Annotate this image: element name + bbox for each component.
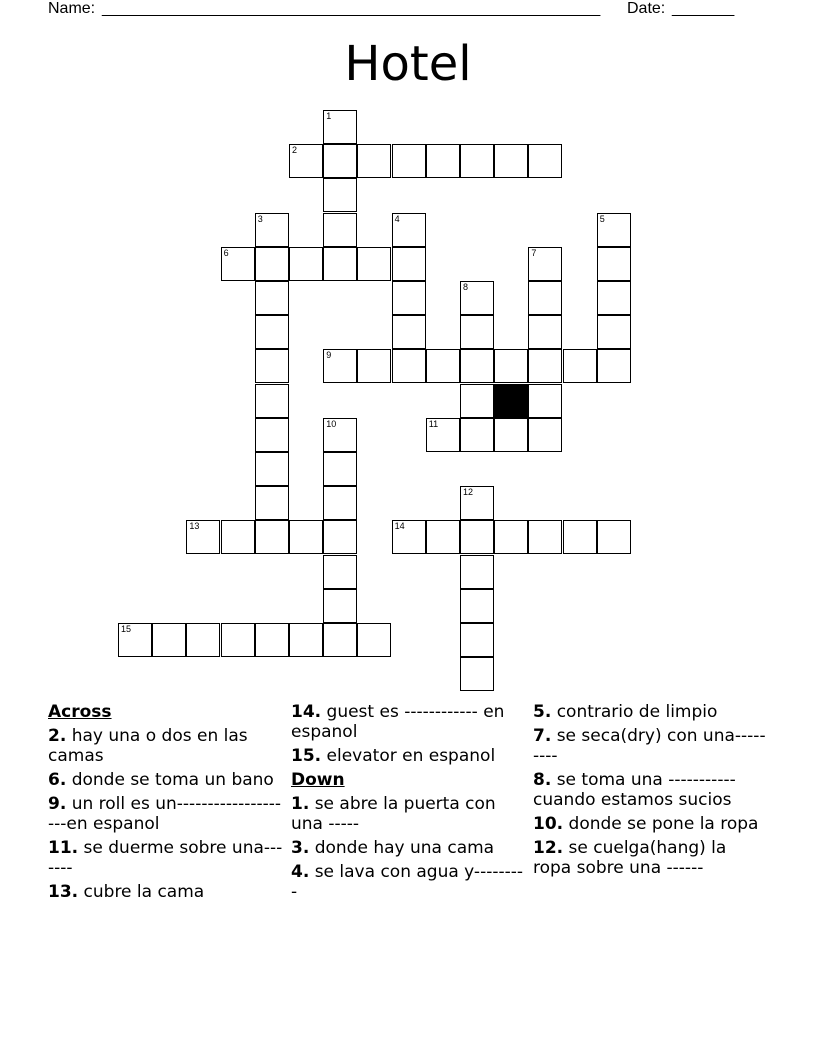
clue-number: 14. bbox=[291, 702, 322, 722]
clue-number: 2. bbox=[48, 726, 67, 746]
clue-text: se lava con agua y--------- bbox=[291, 862, 524, 902]
clue-item bbox=[533, 770, 768, 810]
grid-cell[interactable] bbox=[597, 281, 631, 315]
grid-cell[interactable] bbox=[392, 349, 426, 383]
grid-cell[interactable] bbox=[460, 623, 494, 657]
grid-cell[interactable] bbox=[255, 315, 289, 349]
clue-text: donde hay una cama bbox=[309, 838, 495, 858]
grid-cell[interactable] bbox=[255, 349, 289, 383]
clue-item bbox=[48, 726, 283, 766]
clue-item bbox=[291, 838, 526, 858]
clue-number: 15 bbox=[121, 624, 132, 634]
grid-cell[interactable] bbox=[460, 349, 494, 383]
clue-text: contrario de limpio bbox=[551, 702, 718, 722]
clue-number: 12 bbox=[463, 487, 474, 498]
grid-cell[interactable] bbox=[323, 213, 357, 247]
grid-cell[interactable] bbox=[255, 281, 289, 315]
grid-cell[interactable] bbox=[323, 555, 357, 589]
clue-number: 9. bbox=[48, 794, 67, 814]
clue-number: 11. bbox=[48, 838, 79, 858]
clue-text: un roll es un--------------------en espanol bbox=[48, 794, 282, 834]
grid-cell[interactable] bbox=[323, 623, 357, 657]
date-field[interactable]: _______ bbox=[672, 0, 735, 17]
grid-cell[interactable] bbox=[528, 520, 562, 554]
grid-cell[interactable] bbox=[528, 384, 562, 418]
grid-cell[interactable] bbox=[323, 178, 357, 212]
clue-item bbox=[48, 794, 283, 834]
clue-item bbox=[291, 862, 526, 902]
grid-cell[interactable] bbox=[426, 418, 460, 452]
grid-cell[interactable] bbox=[528, 418, 562, 452]
clue-number: 7 bbox=[531, 247, 537, 258]
grid-cell[interactable] bbox=[221, 520, 255, 554]
grid-cell[interactable] bbox=[323, 144, 357, 178]
grid-cell[interactable] bbox=[597, 247, 631, 281]
clue-item bbox=[533, 838, 768, 878]
grid-cell[interactable] bbox=[460, 315, 494, 349]
clue-item bbox=[533, 726, 768, 766]
grid-cell[interactable] bbox=[118, 623, 152, 657]
grid-cell[interactable] bbox=[460, 589, 494, 623]
grid-cell[interactable] bbox=[255, 520, 289, 554]
clue-text: se cuelga(hang) la ropa sobre una ------ bbox=[533, 838, 727, 878]
grid-cell[interactable] bbox=[255, 247, 289, 281]
clue-number: 11 bbox=[428, 418, 439, 429]
clue-item bbox=[48, 770, 283, 790]
clue-text: cubre la cama bbox=[78, 882, 205, 902]
clue-number: 14 bbox=[394, 521, 405, 532]
grid-cell[interactable] bbox=[289, 247, 323, 281]
grid-cell[interactable] bbox=[323, 418, 357, 452]
grid-cell[interactable] bbox=[528, 144, 562, 178]
grid-cell[interactable] bbox=[460, 144, 494, 178]
grid-cell[interactable] bbox=[186, 623, 220, 657]
clue-number: 4 bbox=[394, 213, 400, 224]
clue-text: donde se toma un bano bbox=[66, 770, 274, 790]
grid-cell[interactable] bbox=[255, 384, 289, 418]
clue-number: 12. bbox=[533, 838, 564, 858]
clue-item bbox=[48, 882, 283, 902]
grid-cell[interactable] bbox=[392, 247, 426, 281]
clue-number: 5 bbox=[599, 213, 605, 224]
clue-column-3 bbox=[533, 702, 768, 882]
grid-cell[interactable] bbox=[289, 144, 323, 178]
clue-number: 8 bbox=[463, 282, 469, 292]
clue-number: 15. bbox=[291, 746, 322, 766]
clue-text: hay una o dos en las camas bbox=[48, 726, 248, 766]
grid-cell[interactable] bbox=[357, 623, 391, 657]
page-title: Hotel bbox=[344, 36, 472, 92]
clue-text: donde se pone la ropa bbox=[563, 814, 759, 834]
clue-number: 3 bbox=[257, 213, 263, 224]
grid-cell[interactable] bbox=[255, 486, 289, 520]
clue-text: se seca(dry) con una--------- bbox=[533, 726, 766, 766]
grid-cell[interactable] bbox=[357, 144, 391, 178]
grid-cell[interactable] bbox=[528, 315, 562, 349]
grid-cell[interactable] bbox=[392, 281, 426, 315]
grid-cell[interactable] bbox=[289, 520, 323, 554]
grid-cell[interactable] bbox=[392, 315, 426, 349]
clue-number: 1 bbox=[326, 111, 332, 121]
clue-number: 8. bbox=[533, 770, 552, 790]
grid-cell[interactable] bbox=[460, 384, 494, 418]
grid-cell[interactable] bbox=[323, 486, 357, 520]
grid-cell[interactable] bbox=[357, 349, 391, 383]
grid-cell[interactable] bbox=[528, 247, 562, 281]
grid-cell[interactable] bbox=[494, 349, 528, 383]
grid-cell[interactable] bbox=[528, 349, 562, 383]
grid-cell[interactable] bbox=[494, 418, 528, 452]
across-heading: Across bbox=[48, 702, 112, 722]
grid-cell[interactable] bbox=[392, 144, 426, 178]
clue-number: 4. bbox=[291, 862, 310, 882]
grid-cell[interactable] bbox=[460, 486, 494, 520]
grid-cell[interactable] bbox=[255, 418, 289, 452]
grid-cell[interactable] bbox=[597, 520, 631, 554]
clue-number: 10. bbox=[533, 814, 564, 834]
grid-cell[interactable] bbox=[597, 213, 631, 247]
grid-cell[interactable] bbox=[460, 418, 494, 452]
grid-cell[interactable] bbox=[426, 520, 460, 554]
name-label: Name: bbox=[48, 0, 96, 17]
clue-number: 6 bbox=[223, 247, 229, 258]
grid-cell[interactable] bbox=[255, 623, 289, 657]
clue-item bbox=[291, 794, 526, 834]
across-clue-list bbox=[48, 726, 283, 902]
down-clue-list-continued bbox=[533, 702, 768, 878]
clue-item bbox=[291, 702, 526, 742]
date-label: Date: bbox=[627, 0, 666, 17]
clue-number: 3. bbox=[291, 838, 310, 858]
grid-cell[interactable] bbox=[221, 623, 255, 657]
clue-item bbox=[48, 838, 283, 878]
clue-text: elevator en espanol bbox=[321, 746, 496, 766]
grid-cell[interactable] bbox=[255, 213, 289, 247]
grid-cell[interactable] bbox=[597, 315, 631, 349]
clue-number: 13. bbox=[48, 882, 79, 902]
grid-cell[interactable] bbox=[460, 281, 494, 315]
grid-cell[interactable] bbox=[152, 623, 186, 657]
clue-number: 7. bbox=[533, 726, 552, 746]
grid-cell[interactable] bbox=[563, 349, 597, 383]
clue-item bbox=[291, 746, 526, 766]
across-clue-list-continued bbox=[291, 702, 526, 766]
clue-column-2 bbox=[291, 702, 526, 906]
grid-cell[interactable] bbox=[289, 623, 323, 657]
grid-cell[interactable] bbox=[221, 247, 255, 281]
clue-text: se duerme sobre una------- bbox=[48, 838, 283, 878]
grid-cell[interactable] bbox=[460, 555, 494, 589]
grid-cell[interactable] bbox=[528, 281, 562, 315]
grid-cell[interactable] bbox=[323, 247, 357, 281]
grid-cell[interactable] bbox=[323, 520, 357, 554]
grid-cell[interactable] bbox=[357, 247, 391, 281]
grid-cell[interactable] bbox=[460, 520, 494, 554]
grid-cell[interactable] bbox=[186, 520, 220, 554]
clue-column-1 bbox=[48, 702, 283, 906]
clue-number: 2 bbox=[292, 145, 298, 156]
grid-cell[interactable] bbox=[323, 110, 357, 144]
clue-number: 1. bbox=[291, 794, 310, 814]
clue-text: se toma una -----------cuando estamos sucios bbox=[533, 770, 736, 810]
clue-number: 5. bbox=[533, 702, 552, 722]
name-field[interactable]: ________________________________________________________ bbox=[102, 0, 601, 17]
clue-number: 13 bbox=[189, 521, 200, 532]
grid-cell[interactable] bbox=[460, 657, 494, 691]
black-square bbox=[494, 384, 528, 418]
clue-item bbox=[533, 702, 768, 722]
down-heading: Down bbox=[291, 770, 345, 790]
grid-cell[interactable] bbox=[323, 349, 357, 383]
grid-cell[interactable] bbox=[494, 144, 528, 178]
grid-cell[interactable] bbox=[597, 349, 631, 383]
grid-cell[interactable] bbox=[494, 520, 528, 554]
grid-cell[interactable] bbox=[255, 452, 289, 486]
grid-cell[interactable] bbox=[563, 520, 597, 554]
grid-cell[interactable] bbox=[426, 144, 460, 178]
down-clue-list bbox=[291, 794, 526, 902]
clue-text: guest es ------------ en espanol bbox=[291, 702, 505, 742]
clue-number: 10 bbox=[326, 418, 337, 429]
grid-cell[interactable] bbox=[392, 213, 426, 247]
grid-cell[interactable] bbox=[323, 452, 357, 486]
grid-cell[interactable] bbox=[392, 520, 426, 554]
grid-cell[interactable] bbox=[426, 349, 460, 383]
grid-cell[interactable] bbox=[323, 589, 357, 623]
clue-number: 6. bbox=[48, 770, 67, 790]
clue-number: 9 bbox=[326, 350, 332, 361]
clue-text: se abre la puerta con una ----- bbox=[291, 794, 496, 834]
clue-item bbox=[533, 814, 768, 834]
